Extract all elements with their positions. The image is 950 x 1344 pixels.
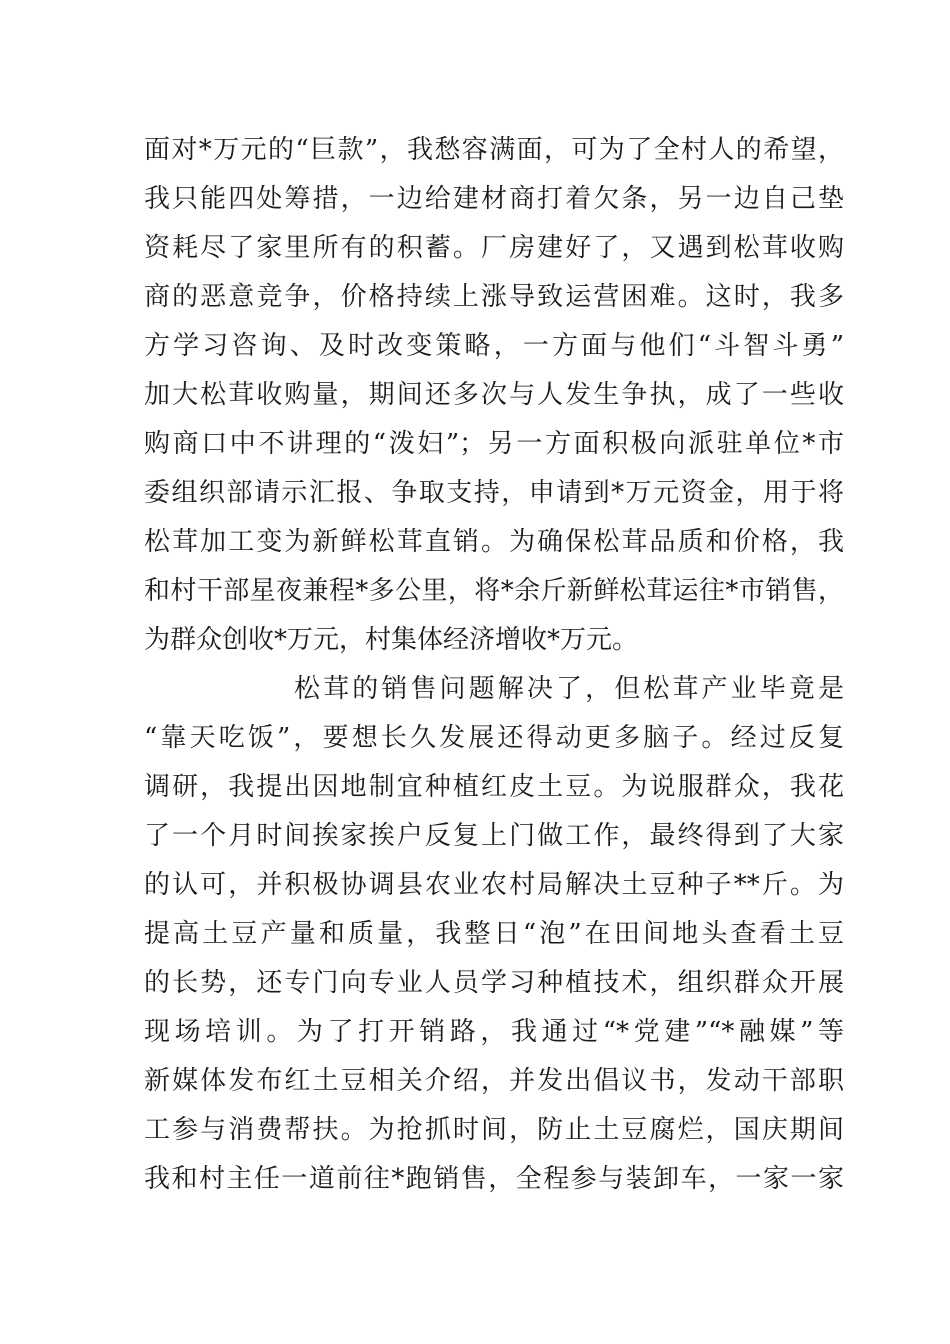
- text-line: 我只能四处筹措，一边给建材商打着欠条，另一边自己垫: [144, 184, 844, 214]
- text-line: 松茸加工变为新鲜松茸直销。为确保松茸品质和价格，我: [144, 527, 844, 557]
- text-line: 调研，我提出因地制宜种植红皮土豆。为说服群众，我花: [144, 772, 844, 802]
- text-line: 我和村主任一道前往*跑销售，全程参与装卸车，一家一家: [144, 1164, 844, 1194]
- text-line: 方学习咨询、及时改变策略，一方面与他们“斗智斗勇”: [144, 331, 844, 361]
- text-line: 工参与消费帮扶。为抢抓时间，防止土豆腐烂，国庆期间: [144, 1115, 844, 1145]
- text-line: 提高土豆产量和质量，我整日“泡”在田间地头查看土豆: [144, 919, 844, 949]
- text-line: 松茸的销售问题解决了，但松茸产业毕竟是: [294, 674, 844, 704]
- text-line: 的长势，还专门向专业人员学习种植技术，组织群众开展: [144, 968, 844, 998]
- paragraph-2: [144, 665, 844, 1204]
- text-line: 面对*万元的“巨款”，我愁容满面，可为了全村人的希望，: [144, 135, 844, 165]
- text-line: 新媒体发布红土豆相关介绍，并发出倡议书，发动干部职: [144, 1066, 844, 1096]
- text-line: “靠天吃饭”，要想长久发展还得动更多脑子。经过反复: [144, 723, 844, 753]
- text-line: 和村干部星夜兼程*多公里，将*余斤新鲜松茸运往*市销售，: [144, 576, 844, 606]
- text-line: 的认可，并积极协调县农业农村局解决土豆种子**斤。为: [144, 870, 844, 900]
- text-line: 现场培训。为了打开销路，我通过“*党建”“*融媒”等: [144, 1017, 844, 1047]
- paragraph-1: [144, 126, 844, 665]
- text-line: 委组织部请示汇报、争取支持，申请到*万元资金，用于将: [144, 478, 844, 508]
- text-line: 资耗尽了家里所有的积蓄。厂房建好了，又遇到松茸收购: [144, 233, 844, 263]
- body-text: [144, 126, 844, 1204]
- text-line: 商的恶意竞争，价格持续上涨导致运营困难。这时，我多: [144, 282, 844, 312]
- text-line: 加大松茸收购量，期间还多次与人发生争执，成了一些收: [144, 380, 844, 410]
- text-line: 购商口中不讲理的“泼妇”；另一方面积极向派驻单位*市: [144, 429, 844, 459]
- text-line: 为群众创收*万元，村集体经济增收*万元。: [144, 625, 639, 655]
- text-line: 了一个月时间挨家挨户反复上门做工作，最终得到了大家: [144, 821, 844, 851]
